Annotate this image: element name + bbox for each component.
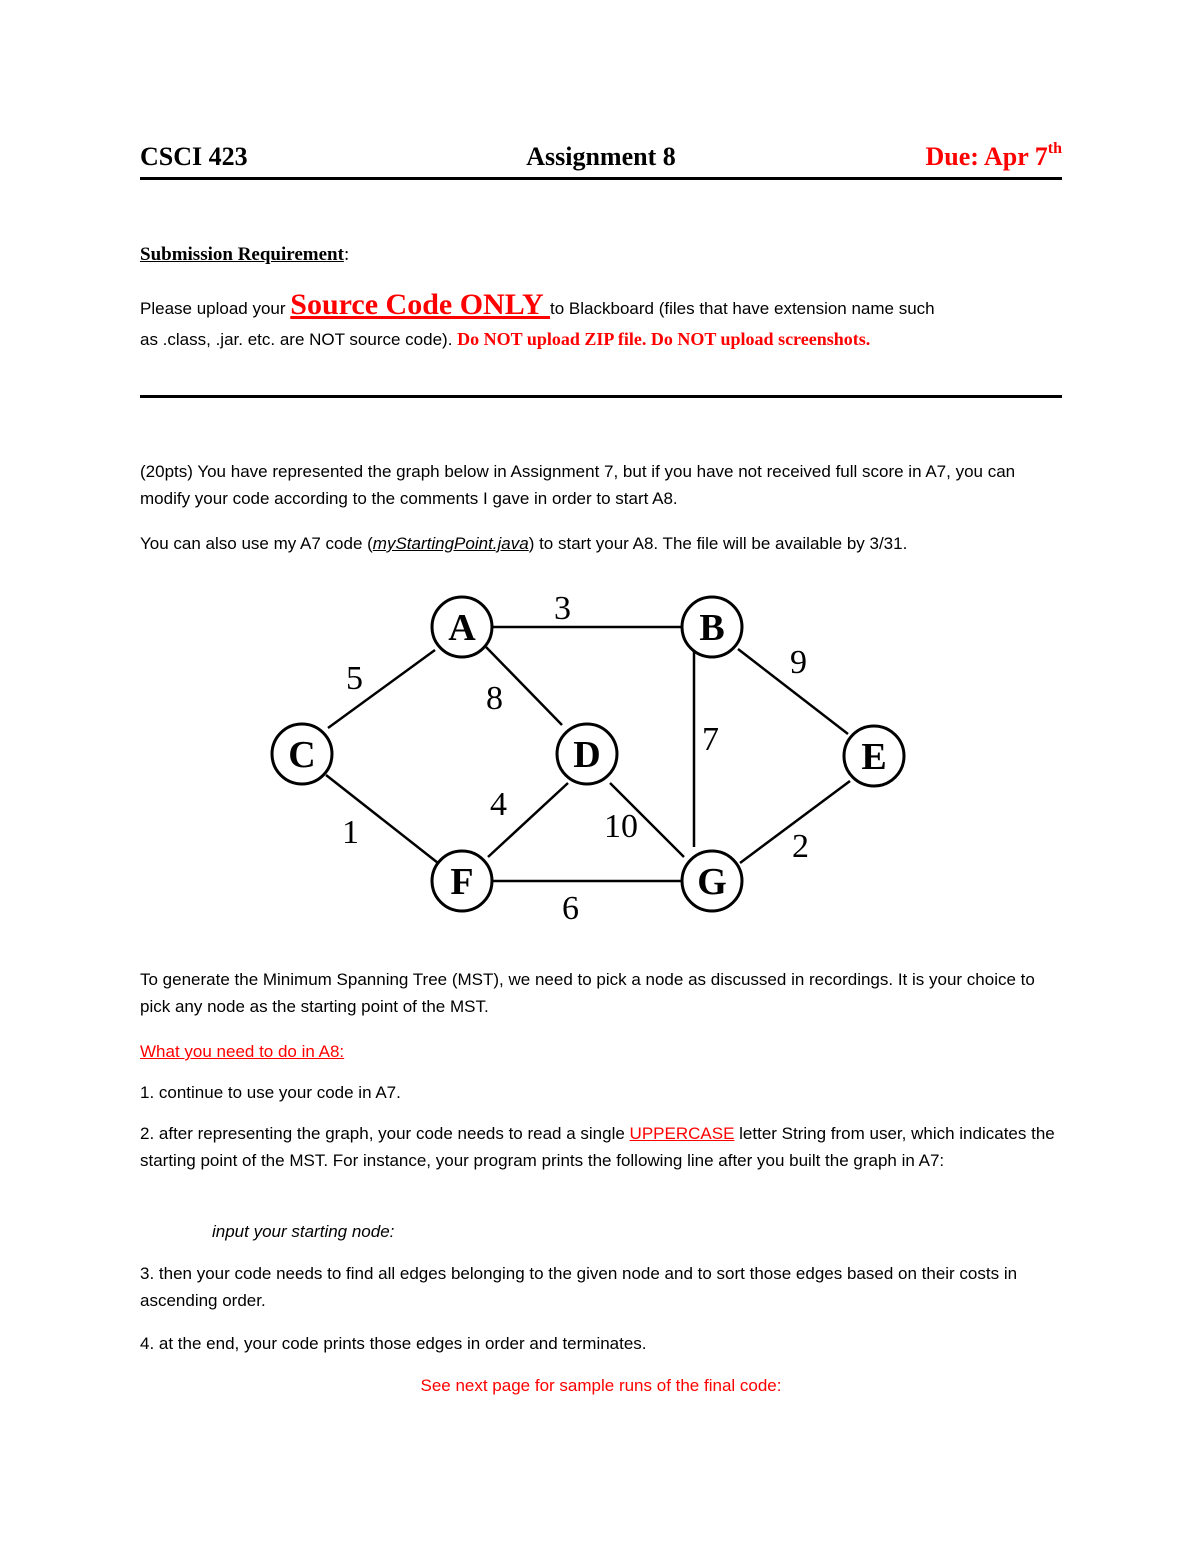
submission-title-text: Submission Requirement (140, 244, 344, 265)
sample-prompt: input your starting node: (212, 1222, 395, 1241)
submission-line2-pre: as .class, .jar. etc. are NOT source code). (140, 330, 458, 349)
course-code: CSCI 423 (140, 142, 248, 171)
step-4: 4. at the end, your code prints those edges in order and terminates. (140, 1334, 647, 1353)
node-a-label: A (448, 607, 476, 649)
edge-weight-a-b: 3 (554, 590, 571, 627)
edge-weight-b-e: 9 (790, 644, 807, 681)
node-f-label: F (450, 861, 474, 903)
due-date-suffix: th (1047, 140, 1062, 158)
edge-weight-a-d: 8 (486, 680, 503, 717)
edge-weight-a-c: 5 (346, 660, 363, 697)
intro-paragraph-1: (20pts) You have represented the graph below in Assignment 7, but if you have not received full score in A7, you can modify your code according to the comments I gave in order to start A8. (140, 462, 1016, 508)
edge-weight-b-g: 7 (702, 721, 719, 758)
submission-text (140, 290, 1062, 355)
starter-file-name: myStartingPoint.java (372, 534, 529, 553)
section-rule (140, 395, 1062, 398)
node-c-label: C (288, 734, 316, 776)
edge-weight-e-g: 2 (792, 828, 809, 865)
header-rule (140, 177, 1062, 180)
due-date-text: Due: Apr 7 (925, 142, 1048, 171)
next-page-note: See next page for sample runs of the final code: (420, 1376, 782, 1395)
node-d-label: D (573, 734, 601, 776)
submission-line1-pre: Please upload your (140, 299, 291, 318)
upload-warning: Do NOT upload ZIP file. Do NOT upload screenshots. (457, 329, 871, 349)
step-2-post: letter String from user, which indicates the starting point of the MST. For instance, your program prints the following line after you built the graph in A7: (140, 1124, 1055, 1170)
due-date (925, 142, 1062, 172)
step-3: 3. then your code needs to find all edges belonging to the given node and to sort those edges based on their costs in ascending order. (140, 1264, 1018, 1310)
node-e-label: E (861, 736, 887, 778)
step-2 (140, 1120, 1062, 1174)
intro-paragraph-2 (140, 530, 1062, 557)
submission-title-colon: : (343, 244, 350, 265)
submission-line1-post: to Blackboard (files that have extension name such (550, 299, 935, 318)
edge-a-c (328, 650, 435, 728)
todo-title-text: What you need to do in A8: (140, 1042, 345, 1061)
assignment-title: Assignment 8 (526, 142, 676, 171)
edge-weight-c-f: 1 (342, 814, 359, 851)
submission-title (140, 244, 349, 266)
node-b-label: B (699, 607, 725, 649)
intro-p2-post: ) to start your A8. The file will be available by 3/31. (528, 534, 908, 553)
page-header (140, 142, 1062, 178)
mst-paragraph: To generate the Minimum Spanning Tree (MST), we need to pick a node as discussed in recordings. It is your choice to pick any node as the starting point of the MST. (140, 970, 1035, 1016)
source-code-emphasis: Source Code ONLY (290, 288, 551, 321)
node-g-label: G (697, 861, 727, 903)
weighted-graph (260, 585, 920, 935)
edge-weight-d-g: 10 (604, 808, 638, 845)
todo-title (140, 1038, 1062, 1065)
uppercase-keyword: UPPERCASE (629, 1124, 735, 1143)
step-1: 1. continue to use your code in A7. (140, 1083, 401, 1102)
intro-p2-pre: You can also use my A7 code ( (140, 534, 373, 553)
edge-weight-f-g: 6 (562, 890, 579, 927)
step-2-pre: 2. after representing the graph, your code needs to read a single (140, 1124, 630, 1143)
edge-weight-d-f: 4 (490, 786, 507, 823)
